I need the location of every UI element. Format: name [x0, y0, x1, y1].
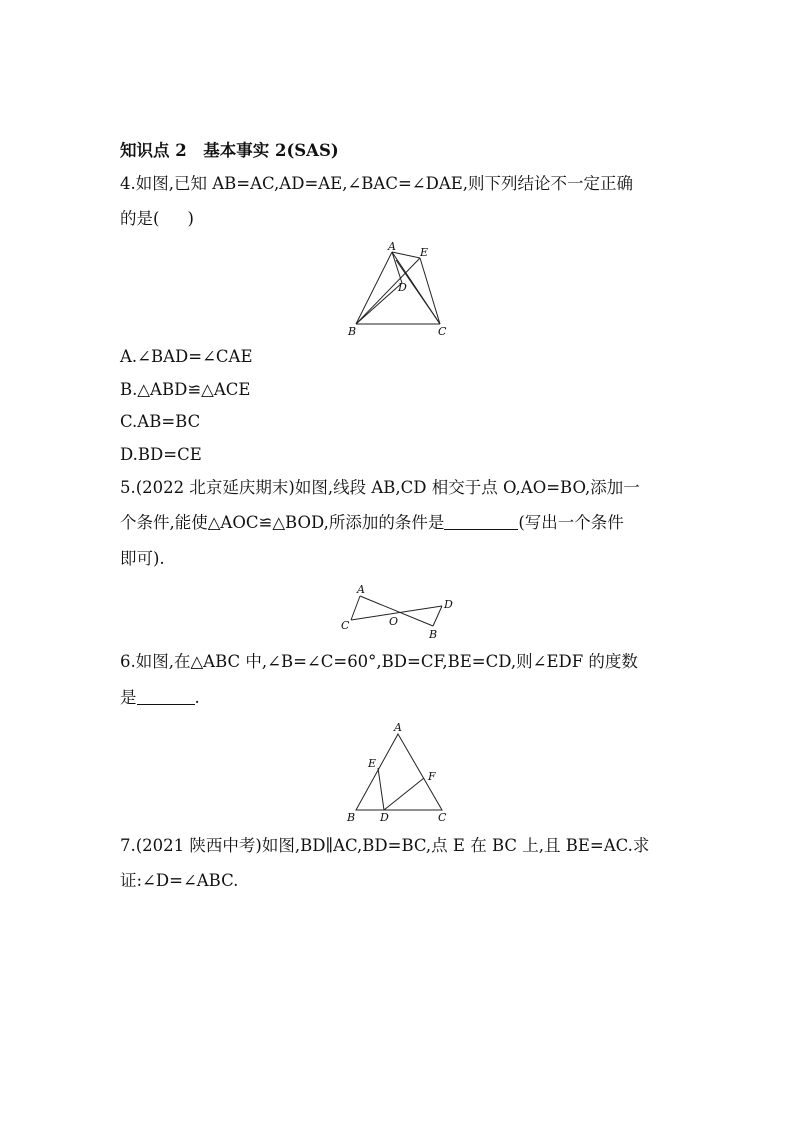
q6-label-B: B: [347, 811, 356, 824]
q6-segment-ED: [378, 768, 384, 810]
q7-stem-line2: 证:∠D=∠ABC.: [120, 871, 239, 890]
q5-figure: [335, 580, 465, 640]
q6-label-C: C: [438, 811, 447, 824]
q4-figure: [340, 238, 460, 338]
q4-segment-EC: [420, 258, 440, 324]
q5-stem-line2: [120, 512, 680, 534]
q5-stem-prefix: 个条件,能使△AOC≌△BOD,所添加的条件是: [120, 513, 445, 532]
q4-segment-AB: [356, 252, 392, 324]
q5-stem-suffix: (写出一个条件: [518, 513, 624, 532]
q4-stem-line1: 4.如图,已知 AB=AC,AD=AE,∠BAC=∠DAE,则下列结论不一定正确: [120, 174, 634, 193]
q5-label-C: C: [341, 619, 350, 632]
section-heading: 知识点 2 基本事实 2(SAS): [120, 141, 339, 160]
q5-segment-AC: [351, 596, 360, 620]
q4-segment-BE: [356, 258, 420, 324]
q4-label-A: A: [388, 240, 396, 253]
q6-stem-suffix: .: [194, 688, 200, 707]
q5-label-O: O: [389, 615, 399, 628]
q5-segment-DB: [433, 606, 442, 626]
q4-segment-AE: [392, 252, 420, 258]
q4-label-D: D: [398, 281, 407, 294]
q5-label-D: D: [444, 598, 453, 611]
q4-stem-suffix: ): [187, 209, 194, 228]
q7-stem-line1: 7.(2021 陕西中考)如图,BD∥AC,BD=BC,点 E 在 BC 上,且 BE=AC.求: [120, 836, 650, 855]
q4-segment-BD: [356, 283, 402, 324]
q6-stem-line1: 6.如图,在△ABC 中,∠B=∠C=60°,BD=CF,BE=CD,则∠EDF 的度数: [120, 652, 638, 671]
q4-option-a[interactable]: A.∠BAD=∠CAE: [120, 347, 253, 366]
q6-label-F: F: [428, 770, 436, 783]
q6-label-D: D: [380, 811, 389, 824]
q4-label-B: B: [348, 325, 357, 338]
q4-label-E: E: [420, 246, 429, 259]
q6-label-E: E: [368, 757, 377, 770]
q5-label-A: A: [357, 583, 365, 596]
q5-stem-line1: 5.(2022 北京延庆期末)如图,线段 AB,CD 相交于点 O,AO=BO,添加一: [120, 478, 640, 497]
q4-stem-prefix: 的是(: [120, 209, 160, 228]
q5-answer-blank[interactable]: [444, 513, 518, 530]
q4-option-d[interactable]: D.BD=CE: [120, 445, 202, 464]
q5-stem-line3: 即可).: [120, 549, 165, 568]
q4-stem-line2: [120, 208, 680, 230]
q6-label-A: A: [394, 721, 402, 734]
q4-option-c[interactable]: C.AB=BC: [120, 412, 201, 431]
q5-label-B: B: [429, 628, 438, 641]
q4-option-b[interactable]: B.△ABD≌△ACE: [120, 380, 251, 399]
q6-stem-prefix: 是: [120, 688, 137, 707]
q6-figure: [340, 718, 460, 823]
q6-answer-blank[interactable]: [137, 688, 195, 705]
q4-label-C: C: [438, 325, 447, 338]
q6-segment-DF: [384, 778, 424, 810]
q6-stem-line2: [120, 687, 680, 709]
